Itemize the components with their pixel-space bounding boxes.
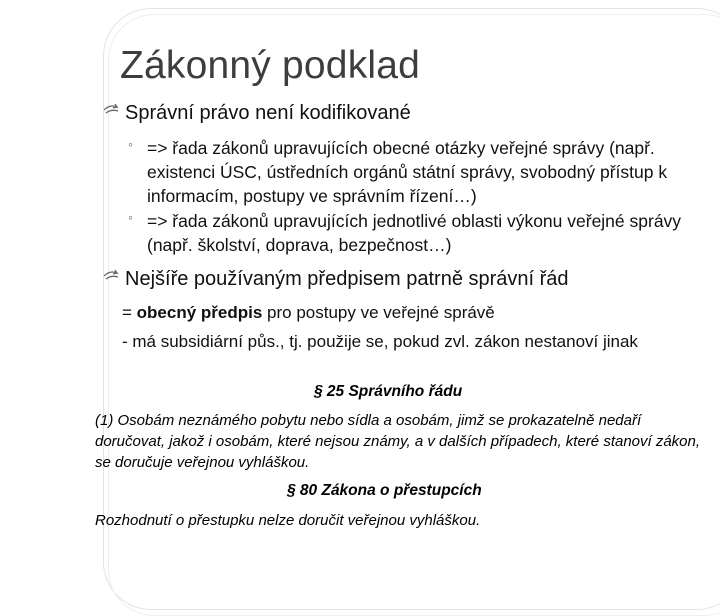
law-1-heading: § 25 Správního řádu — [314, 383, 463, 400]
bullet-2-text: Nejšíře používaným předpisem patrně správní řád — [125, 268, 569, 290]
sub-bullet-1 — [128, 136, 688, 208]
sub-bullet-1-text: => řada zákonů upravujících obecné otázky veřejné správy (např. existenci ÚSC, ústředních orgánů státní správy, svobodný přístup k informacím, postupy ve správním řízení…) — [147, 138, 668, 206]
law-2-text: Rozhodnutí o přestupku nelze doručit veřejnou vyhláškou. — [95, 512, 481, 529]
definition-line — [122, 301, 697, 324]
sub-bullet-2 — [128, 209, 688, 257]
sub-bullet-marker: ◦ — [128, 136, 133, 152]
bullet-1 — [103, 102, 411, 125]
subsidiarity-note: - má subsidiární půs., tj. použije se, pokud zvl. zákon nestanoví jinak — [122, 332, 638, 351]
bullet-2 — [103, 268, 569, 291]
arrow-bullet-icon — [103, 103, 125, 122]
definition-prefix: = — [122, 303, 137, 322]
bullet-1-text: Správní právo není kodifikované — [125, 102, 411, 124]
sub-bullet-2-text: => řada zákonů upravujících jednotlivé oblasti výkonu veřejné správy (např. školství, doprava, bezpečnost…) — [147, 211, 682, 255]
definition-bold: obecný předpis — [136, 303, 263, 322]
law-2-heading: § 80 Zákona o přestupcích — [287, 482, 482, 499]
sub-bullet-marker: ◦ — [128, 209, 133, 225]
slide-title: Zákonný podklad — [120, 44, 421, 87]
law-1-text: (1) Osobám neznámého pobytu nebo sídla a osobám, jimž se prokazatelně nedaří doručovat, jakož i osobám, které nejsou známy, a v dalších případech, které stanoví zákon, se doručuje veřejnou vyhláškou. — [95, 412, 701, 471]
definition-rest: pro postupy ve veřejné správě — [262, 303, 495, 322]
arrow-bullet-icon — [103, 269, 125, 288]
